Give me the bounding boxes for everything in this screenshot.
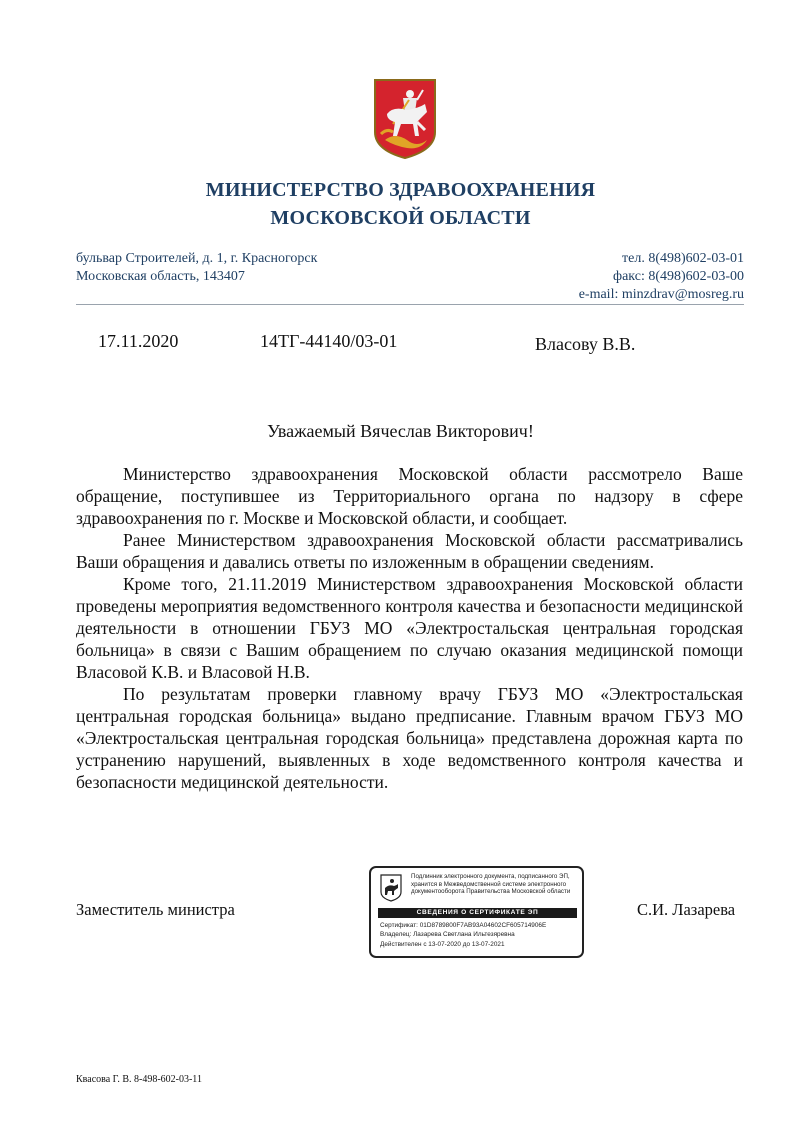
- stamp-desc-line: документооборота Правительства Московской области: [411, 888, 571, 896]
- letter-paragraph: Министерство здравоохранения Московской области рассмотрело Ваше обращение, поступившее из Территориального органа по надзору в сфере здравоохранения по г. Москве и Московской области, и сообщает.: [76, 464, 743, 528]
- ministry-contacts: [579, 250, 744, 304]
- stamp-desc-line: Подлинник электронного документа, подписанного ЭП,: [411, 873, 570, 880]
- address-line1: бульвар Строителей, д. 1, г. Красногорск: [76, 251, 318, 266]
- letter-paragraph: По результатам проверки главному врачу ГБУЗ МО «Электростальская центральная городская больница» выдано предписание. Главным врачом ГБУЗ МО «Электростальская центральная городская больница» представлена дорожная карта по устранению нарушений, выявленных в ходе ведомственного контроля качества и безопасности медицинской деятельности.: [76, 684, 743, 792]
- stamp-desc-line: хранится в Межведомственной системе электронного: [411, 880, 567, 888]
- ministry-address: [76, 250, 317, 286]
- stamp-description: [411, 873, 581, 896]
- signer-title: Заместитель министра: [76, 900, 235, 919]
- greeting: Уважаемый Вячеслав Викторович!: [267, 421, 534, 441]
- signer-name: С.И. Лазарева: [637, 900, 736, 919]
- addressee: Власову В.В.: [535, 334, 636, 354]
- stamp-certificate: Сертификат: 01D8789800F7AB93A04602CF605714906E: [380, 922, 547, 929]
- contact-phone: тел. 8(498)602-03-01: [622, 251, 744, 266]
- contact-email: e-mail: minzdrav@mosreg.ru: [578, 287, 744, 302]
- address-line2: Московская область, 143407: [76, 269, 245, 284]
- registration-date: 17.11.2020: [98, 331, 179, 351]
- stamp-coat-of-arms-icon: [380, 874, 402, 902]
- executor-footer: Квасова Г. В. 8-498-602-03-11: [76, 1074, 202, 1085]
- ministry-title-line2: МОСКОВСКОЙ ОБЛАСТИ: [270, 207, 531, 229]
- stamp-validity: Действителен с 13-07-2020 до 13-07-2021: [380, 940, 505, 948]
- stamp-certificate-header: СВЕДЕНИЯ О СЕРТИФИКАТЕ ЭП: [378, 908, 577, 918]
- stamp-certificate-info: [380, 921, 580, 949]
- letter-body: [76, 463, 743, 793]
- ministry-title-line1: МИНИСТЕРСТВО ЗДРАВООХРАНЕНИЯ: [205, 179, 596, 201]
- contact-fax: факс: 8(498)602-03-00: [613, 269, 744, 284]
- electronic-signature-stamp: [369, 866, 584, 958]
- registration-number: 14ТГ-44140/03-01: [260, 331, 398, 351]
- ministry-title: [0, 176, 801, 232]
- letter-paragraph: Кроме того, 21.11.2019 Министерством здравоохранения Московской области проведены мероприятия ведомственного контроля качества и безопасности медицинской деятельности в отношении ГБУЗ МО «Электростальская центральная городская больница» в связи с Вашим обращением по случаю оказания медицинской помощи Власовой К.В. и Власовой Н.В.: [76, 574, 743, 682]
- letter-paragraph: Ранее Министерством здравоохранения Московской области рассматривались Ваши обращения и давались ответы по изложенным в обращении сведениям.: [76, 530, 743, 572]
- header-divider: [76, 304, 744, 305]
- coat-of-arms-icon: [373, 78, 437, 160]
- stamp-owner: Владелец: Лазарева Светлана Ильтезяревна: [380, 931, 515, 939]
